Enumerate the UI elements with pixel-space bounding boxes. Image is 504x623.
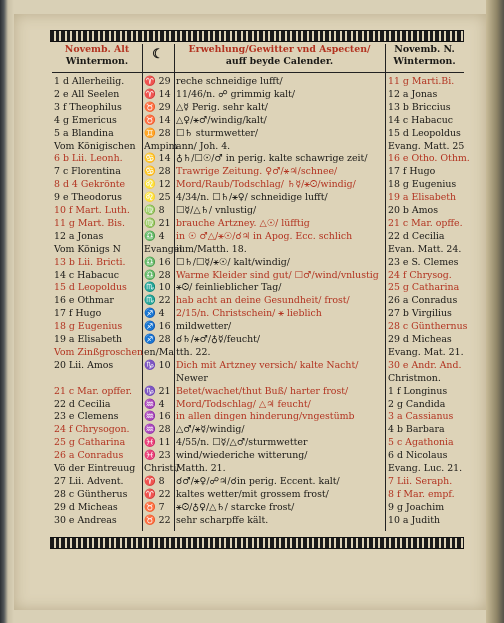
day-left-cell: 20 Lii. Amos xyxy=(54,359,114,371)
header-left xyxy=(52,44,142,72)
table-row xyxy=(52,244,464,256)
day-right-cell: 21 c Mar. opffe. xyxy=(388,217,463,229)
weather-cell: wind/wiederiche witterung/ xyxy=(176,450,308,462)
day-right-cell: 23 e S. Clemes xyxy=(388,256,459,268)
zodiac-cell: ♐ 4 xyxy=(144,308,165,320)
day-right-cell: 24 f Chrysog. xyxy=(388,269,452,281)
day-right-cell: 27 b Virgilius xyxy=(388,308,452,320)
day-right-cell: 28 c Günthernus xyxy=(388,321,468,333)
zodiac-cell: ♈ 14 xyxy=(144,88,171,100)
zodiac-cell: ♒ 28 xyxy=(144,424,171,436)
zodiac-cell: ♉ 7 xyxy=(144,501,165,513)
day-right-cell: 18 g Eugenius xyxy=(388,179,457,191)
zodiac-cell: ♑ 21 xyxy=(144,385,171,397)
calendar-table xyxy=(52,44,470,531)
day-right-cell: 22 d Cecilia xyxy=(388,230,445,242)
header-right xyxy=(385,44,464,72)
zodiac-cell: ♈ 29 xyxy=(144,76,171,87)
day-left-cell: 11 g Mart. Bis. xyxy=(54,217,125,229)
day-left-cell: 16 e Othmar xyxy=(54,295,114,307)
weather-cell: kaltes wetter/mit grossem frost/ xyxy=(176,488,329,500)
day-right-cell: 5 c Agathonia xyxy=(388,437,454,449)
weather-cell: brauche Artzney. △☉/ lüfftig xyxy=(176,217,310,229)
day-left-cell: 27 Lii. Advent. xyxy=(54,475,124,487)
table-row xyxy=(52,411,464,423)
bottom-ornament-border xyxy=(50,537,464,549)
weather-cell: reche schneidige lufft/ xyxy=(176,76,283,87)
table-row xyxy=(52,295,464,307)
zodiac-cell: ♌ 25 xyxy=(144,192,171,204)
day-right-cell: 7 Lii. Seraph. xyxy=(388,475,453,487)
day-right-cell: 6 d Nicolaus xyxy=(388,450,448,462)
weather-cell: ⚹☉/ feinlieblicher Tag/ xyxy=(176,282,282,294)
table-row xyxy=(52,115,464,127)
weather-cell: ☐☿/△♄/ vnlustig/ xyxy=(176,205,257,216)
table-row xyxy=(52,450,464,462)
weather-cell: △♀/⚹♂/windig/kalt/ xyxy=(176,114,267,126)
day-left-cell: Vom Zinßgroschen xyxy=(54,346,144,358)
top-ornament-border xyxy=(50,30,464,42)
table-row xyxy=(52,218,464,230)
zodiac-cell: ♍ 8 xyxy=(144,205,165,216)
zodiac-cell: ♏ 22 xyxy=(144,295,171,307)
day-left-cell: 3 f Theophilus xyxy=(54,101,122,113)
zodiac-cell: ♐ 28 xyxy=(144,334,171,345)
weather-cell: 4/55/n. ☐☿/△♂/sturmwetter xyxy=(176,437,308,449)
weather-cell: mildwetter/ xyxy=(176,321,232,333)
header-left-bottom: Wintermon. xyxy=(65,56,129,67)
day-left-cell: 15 d Leopoldus xyxy=(54,282,127,294)
day-left-cell: 13 b Lii. Bricti. xyxy=(54,256,126,268)
day-right-cell: 25 g Catharina xyxy=(388,282,460,294)
day-right-cell: 14 c Habacuc xyxy=(388,114,454,126)
weather-cell: hab acht an deine Gesundheit/ frost/ xyxy=(176,295,350,307)
weather-cell: Mord/Raub/Todschlag/ ♄☿/⚹☉/windig/ xyxy=(176,179,356,191)
zodiac-cell: Christi/ xyxy=(144,463,180,474)
table-row xyxy=(52,205,464,217)
zodiac-cell: Evangel xyxy=(144,243,183,255)
day-right-cell: 10 a Judith xyxy=(388,514,441,526)
weather-cell: Matth. 21. xyxy=(176,463,226,474)
weather-cell: △☿ Perig. sehr kalt/ xyxy=(176,101,268,113)
day-right-cell: 26 a Conradus xyxy=(388,295,458,307)
day-left-cell: 25 g Catharina xyxy=(54,437,126,449)
table-row xyxy=(52,386,464,398)
table-row xyxy=(52,476,464,488)
day-left-cell: 28 c Güntherus xyxy=(54,488,128,500)
day-left-cell: 17 f Hugo xyxy=(54,308,102,320)
zodiac-cell: ♒ 16 xyxy=(144,411,171,423)
table-row xyxy=(52,76,464,88)
day-left-cell: 26 a Conradus xyxy=(54,450,124,462)
zodiac-cell: ♉ 14 xyxy=(144,114,171,126)
table-row xyxy=(52,347,464,359)
weather-cell: Warme Kleider sind gut/ ☐♂/wind/vnlustig xyxy=(176,269,379,281)
table-row xyxy=(52,102,464,114)
zodiac-cell: ♊ 28 xyxy=(144,127,171,139)
zodiac-cell: ♓ 11 xyxy=(144,437,171,449)
day-left-cell: 18 g Eugenius xyxy=(54,321,123,333)
weather-cell: ☌♂/⚹♀/☍♃/☌in perig. Eccent. kalt/ xyxy=(176,475,340,487)
zodiac-cell: en/Ma xyxy=(144,346,174,358)
day-left-cell: 12 a Jonas xyxy=(54,230,104,242)
weather-cell: ☌♄/⚹♂/♁☿/feucht/ xyxy=(176,334,261,345)
day-right-cell: 30 e Andr. And. xyxy=(388,359,462,371)
weather-cell: ☐♄ sturmwetter/ xyxy=(176,127,259,139)
table-row xyxy=(52,89,464,101)
zodiac-cell: ♋ 14 xyxy=(144,153,171,165)
weather-cell: 11/46/n. ☍ grimmig kalt/ xyxy=(176,88,296,100)
zodiac-cell: ♎ 4 xyxy=(144,230,165,242)
day-right-cell: 1 f Longinus xyxy=(388,385,448,397)
day-left-cell: 19 a Elisabeth xyxy=(54,334,123,345)
weather-cell: ☐♄/☐☿/⚹☉/ kalt/windig/ xyxy=(176,256,290,268)
day-left-cell: 21 c Mar. opffer. xyxy=(54,385,133,397)
zodiac-cell: Ampim xyxy=(144,140,178,152)
table-row xyxy=(52,231,464,243)
table-row xyxy=(52,399,464,411)
day-left-cell: 4 g Emericus xyxy=(54,114,117,126)
day-right-cell: Evang. Luc. 21. xyxy=(388,463,463,474)
day-right-cell: 17 f Hugo xyxy=(388,166,436,178)
day-left-cell: 10 f Mart. Luth. xyxy=(54,205,130,216)
day-right-cell: Evang. Matt. 25 xyxy=(388,140,465,152)
day-right-cell: 13 b Briccius xyxy=(388,101,451,113)
day-left-cell: 5 a Blandina xyxy=(54,127,114,139)
weather-cell: ♁♄/☐☉/♂ in perig. kalte schawrige zeit/ xyxy=(176,153,368,165)
table-row xyxy=(52,192,464,204)
zodiac-cell: ♌ 12 xyxy=(144,179,171,191)
table-row xyxy=(52,141,464,153)
day-left-cell: 6 b Lii. Leonh. xyxy=(54,153,123,165)
zodiac-cell: ♉ 22 xyxy=(144,514,171,526)
zodiac-cell: ♋ 28 xyxy=(144,166,171,178)
day-left-cell: 1 d Allerheilig. xyxy=(54,76,125,87)
day-left-cell: 24 f Chrysogon. xyxy=(54,424,130,436)
day-right-cell: 8 f Mar. empf. xyxy=(388,488,455,500)
table-row xyxy=(52,308,464,320)
zodiac-cell: ♈ 8 xyxy=(144,475,165,487)
zodiac-cell: ♍ 21 xyxy=(144,217,171,229)
table-row xyxy=(52,463,464,475)
zodiac-cell: ♐ 16 xyxy=(144,321,171,333)
day-left-cell: 30 e Andreas xyxy=(54,514,117,526)
weather-cell: sehr scharpffe kält. xyxy=(176,514,269,526)
zodiac-cell: ♑ 10 xyxy=(144,359,171,371)
zodiac-cell: ♒ 4 xyxy=(144,398,165,410)
weather-cell: ium/Matth. 18. xyxy=(176,243,247,255)
day-right-cell: 12 a Jonas xyxy=(388,88,438,100)
header-center-bottom: auff beyde Calender. xyxy=(225,56,334,67)
day-left-cell: 29 d Micheas xyxy=(54,501,118,513)
table-row xyxy=(52,166,464,178)
header-right-bottom: Wintermon. xyxy=(393,56,456,67)
zodiac-cell: ♉ 29 xyxy=(144,101,171,113)
day-right-cell: 16 e Otho. Othm. xyxy=(388,153,470,165)
table-row xyxy=(52,437,464,449)
table-row xyxy=(52,502,464,514)
weather-cell: Mord/Todschlag/ △♃ feucht/ xyxy=(176,398,311,410)
zodiac-cell: ♈ 22 xyxy=(144,488,171,500)
day-left-cell: Vom Königischen xyxy=(54,140,136,152)
day-left-cell: 22 d Cecilia xyxy=(54,398,111,410)
table-row xyxy=(52,270,464,282)
table-row xyxy=(52,282,464,294)
day-right-cell: 9 g Joachim xyxy=(388,501,445,513)
weather-cell: 4/34/n. ☐♄/⚹♀/ schneidige lufft/ xyxy=(176,192,328,204)
moon-icon: ☾ xyxy=(152,47,164,62)
day-left-cell: 9 e Theodorus xyxy=(54,192,122,204)
header-left-top: Novemb. Alt xyxy=(64,44,130,55)
table-row xyxy=(52,489,464,501)
day-left-cell: 23 e Clemens xyxy=(54,411,119,423)
day-left-cell: Vö der Eintreuug xyxy=(54,463,136,474)
day-left-cell: 14 c Habacuc xyxy=(54,269,120,281)
header-divider xyxy=(52,72,464,73)
table-row xyxy=(52,373,464,385)
weather-cell: ⚹☉/♁♀/△♄/ starcke frost/ xyxy=(176,501,295,513)
weather-cell: tth. 22. xyxy=(176,346,211,358)
weather-cell: Betet/wachet/thut Buß/ harter frost/ xyxy=(176,385,349,397)
day-right-cell: 20 b Amos xyxy=(388,205,439,216)
weather-cell: ann/ Joh. 4. xyxy=(176,140,231,152)
day-right-cell: 15 d Leopoldus xyxy=(388,127,461,139)
weather-cell: Dich mit Artzney versich/ kalte Nacht/ xyxy=(176,359,359,371)
table-row xyxy=(52,360,464,372)
day-left-cell: 7 c Florentina xyxy=(54,166,121,178)
day-right-cell: 3 a Cassianus xyxy=(388,411,454,423)
day-right-cell: 29 d Micheas xyxy=(388,334,452,345)
day-right-cell: 2 g Candida xyxy=(388,398,446,410)
zodiac-cell: ♓ 23 xyxy=(144,450,171,462)
book-edge xyxy=(486,0,504,623)
header-right-top: Novemb. N. xyxy=(394,44,455,55)
day-right-cell: Christmon. xyxy=(388,372,441,384)
zodiac-cell: ♎ 28 xyxy=(144,269,171,281)
zodiac-cell: ♎ 16 xyxy=(144,256,171,268)
day-left-cell: 8 d 4 Gekrönte xyxy=(54,179,126,191)
table-row xyxy=(52,257,464,269)
day-right-cell: 11 g Marti.Bi. xyxy=(388,76,455,87)
header-center-top: Erwehlung/Gewitter vnd Aspecten/ xyxy=(188,44,371,55)
weather-cell: △♂/⚹☿/windig/ xyxy=(176,424,245,436)
table-row xyxy=(52,334,464,346)
header-center xyxy=(174,44,385,72)
day-right-cell: Evang. Mat. 21. xyxy=(388,346,464,358)
table-row xyxy=(52,153,470,165)
day-left-cell: 2 e All Seelen xyxy=(54,88,120,100)
table-row xyxy=(52,424,464,436)
weather-cell: in ☉ ♂△/⚹☉/☌♃ in Apog. Ecc. schlich xyxy=(176,230,353,242)
weather-cell: Newer xyxy=(176,372,208,384)
day-right-cell: 4 b Barbara xyxy=(388,424,445,436)
table-row xyxy=(52,515,464,527)
weather-cell: 2/15/n. Christschein/ ⚹ lieblich xyxy=(176,308,322,320)
zodiac-cell: ♏ 10 xyxy=(144,282,171,294)
table-row xyxy=(52,128,464,140)
table-row xyxy=(52,179,464,191)
day-right-cell: Evan. Matt. 24. xyxy=(388,243,462,255)
table-row xyxy=(52,321,468,333)
day-right-cell: 19 a Elisabeth xyxy=(388,192,457,204)
weather-cell: Trawrige Zeitung. ♀♂/⚹♃/schnee/ xyxy=(176,166,338,178)
day-left-cell: Vom Königs N xyxy=(54,243,121,255)
weather-cell: in allen dingen hinderung/vngestümb xyxy=(176,411,355,423)
